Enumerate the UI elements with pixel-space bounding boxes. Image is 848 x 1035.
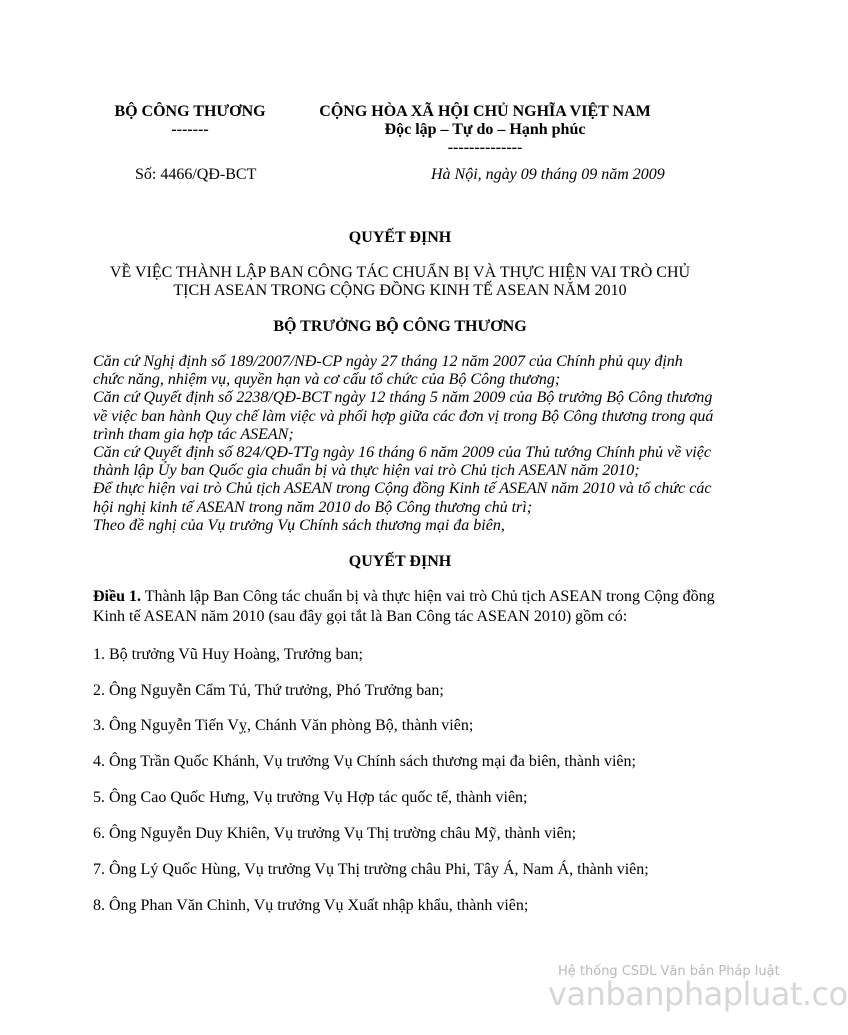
country-name: CỘNG HÒA XÃ HỘI CHỦ NGHĨA VIỆT NAM	[319, 103, 651, 120]
list-item: 2. Ông Nguyễn Cẩm Tú, Thứ trưởng, Phó Trưởng ban;	[93, 682, 444, 699]
preamble-line: Để thực hiện vai trò Chủ tịch ASEAN trong Cộng đồng Kinh tế ASEAN năm 2010 và tổ chức các	[93, 480, 712, 498]
issuing-authority: BỘ TRƯỞNG BỘ CÔNG THƯƠNG	[273, 318, 527, 335]
list-item: 1. Bộ trưởng Vũ Huy Hoàng, Trưởng ban;	[93, 646, 363, 663]
list-item: 6. Ông Nguyễn Duy Khiên, Vụ trưởng Vụ Thị trường châu Mỹ, thành viên;	[93, 825, 577, 842]
preamble-line: chức năng, nhiệm vụ, quyền hạn và cơ cấu tổ chức của Bộ Công thương;	[93, 371, 561, 389]
preamble	[93, 353, 723, 535]
list-item: 8. Ông Phan Văn Chinh, Vụ trưởng Vụ Xuất nhập khẩu, thành viên;	[93, 897, 529, 914]
ministry-name: BỘ CÔNG THƯƠNG	[114, 103, 266, 120]
watermark-site: vanbanphapluat.co	[548, 975, 848, 1013]
list-item: 5. Ông Cao Quốc Hưng, Vụ trưởng Vụ Hợp tác quốc tế, thành viên;	[93, 789, 528, 806]
document-type-title: QUYẾT ĐỊNH	[348, 229, 452, 246]
motto-rule: --------------	[447, 139, 523, 156]
ministry-rule: -------	[171, 121, 209, 138]
preamble-line: thành lập Ủy ban Quốc gia chuẩn bị và thực hiện vai trò Chủ tịch ASEAN năm 2010;	[93, 462, 640, 480]
subject-line-2: TỊCH ASEAN TRONG CỘNG ĐỒNG KINH TẾ ASEAN NĂM 2010	[173, 282, 627, 299]
article-1-label: Điều 1.	[93, 588, 141, 605]
document-number: Số: 4466/QĐ-BCT	[135, 166, 257, 183]
article-1-line-1	[93, 587, 723, 607]
preamble-line: Căn cứ Nghị định số 189/2007/NĐ-CP ngày 27 tháng 12 năm 2007 của Chính phủ quy định	[93, 353, 683, 370]
place-and-date: Hà Nội, ngày 09 tháng 09 năm 2009	[431, 166, 665, 183]
preamble-line: hội nghị kinh tế ASEAN trong năm 2010 do Bộ Công thương chủ trì;	[93, 498, 533, 516]
decision-heading: QUYẾT ĐỊNH	[348, 553, 452, 570]
preamble-line: Căn cứ Quyết định số 824/QĐ-TTg ngày 16 tháng 6 năm 2009 của Thủ tướng Chính phủ về việc	[93, 444, 711, 462]
watermark-caption: Hệ thống CSDL Văn bản Pháp luật	[558, 964, 780, 979]
article-1-text-1: Thành lập Ban Công tác chuẩn bị và thực hiện vai trò Chủ tịch ASEAN trong Cộng đồng	[141, 588, 715, 605]
list-item: 4. Ông Trần Quốc Khánh, Vụ trưởng Vụ Chính sách thương mại đa biên, thành viên;	[93, 753, 636, 770]
preamble-line: Theo đề nghị của Vụ trưởng Vụ Chính sách thương mại đa biên,	[93, 516, 505, 534]
preamble-line: về việc ban hành Quy chế làm việc và phối hợp giữa các đơn vị trong Bộ Công thương trong quá	[93, 407, 714, 425]
list-item: 7. Ông Lý Quốc Hùng, Vụ trưởng Vụ Thị trường châu Phi, Tây Á, Nam Á, thành viên;	[93, 861, 649, 878]
list-item: 3. Ông Nguyễn Tiến Vỵ, Chánh Văn phòng Bộ, thành viên;	[93, 717, 474, 734]
article-1	[93, 587, 723, 627]
preamble-line: trình tham gia hợp tác ASEAN;	[93, 425, 294, 443]
preamble-line: Căn cứ Quyết định số 2238/QĐ-BCT ngày 12 tháng 5 năm 2009 của Bộ trưởng Bộ Công thương	[93, 389, 713, 407]
subject-line-1: VỀ VIỆC THÀNH LẬP BAN CÔNG TÁC CHUẨN BỊ VÀ THỰC HIỆN VAI TRÒ CHỦ	[109, 264, 691, 281]
article-1-line-2: Kinh tế ASEAN năm 2010 (sau đây gọi tắt là Ban Công tác ASEAN 2010) gồm có:	[93, 608, 628, 625]
national-motto: Độc lập – Tự do – Hạnh phúc	[384, 121, 586, 138]
